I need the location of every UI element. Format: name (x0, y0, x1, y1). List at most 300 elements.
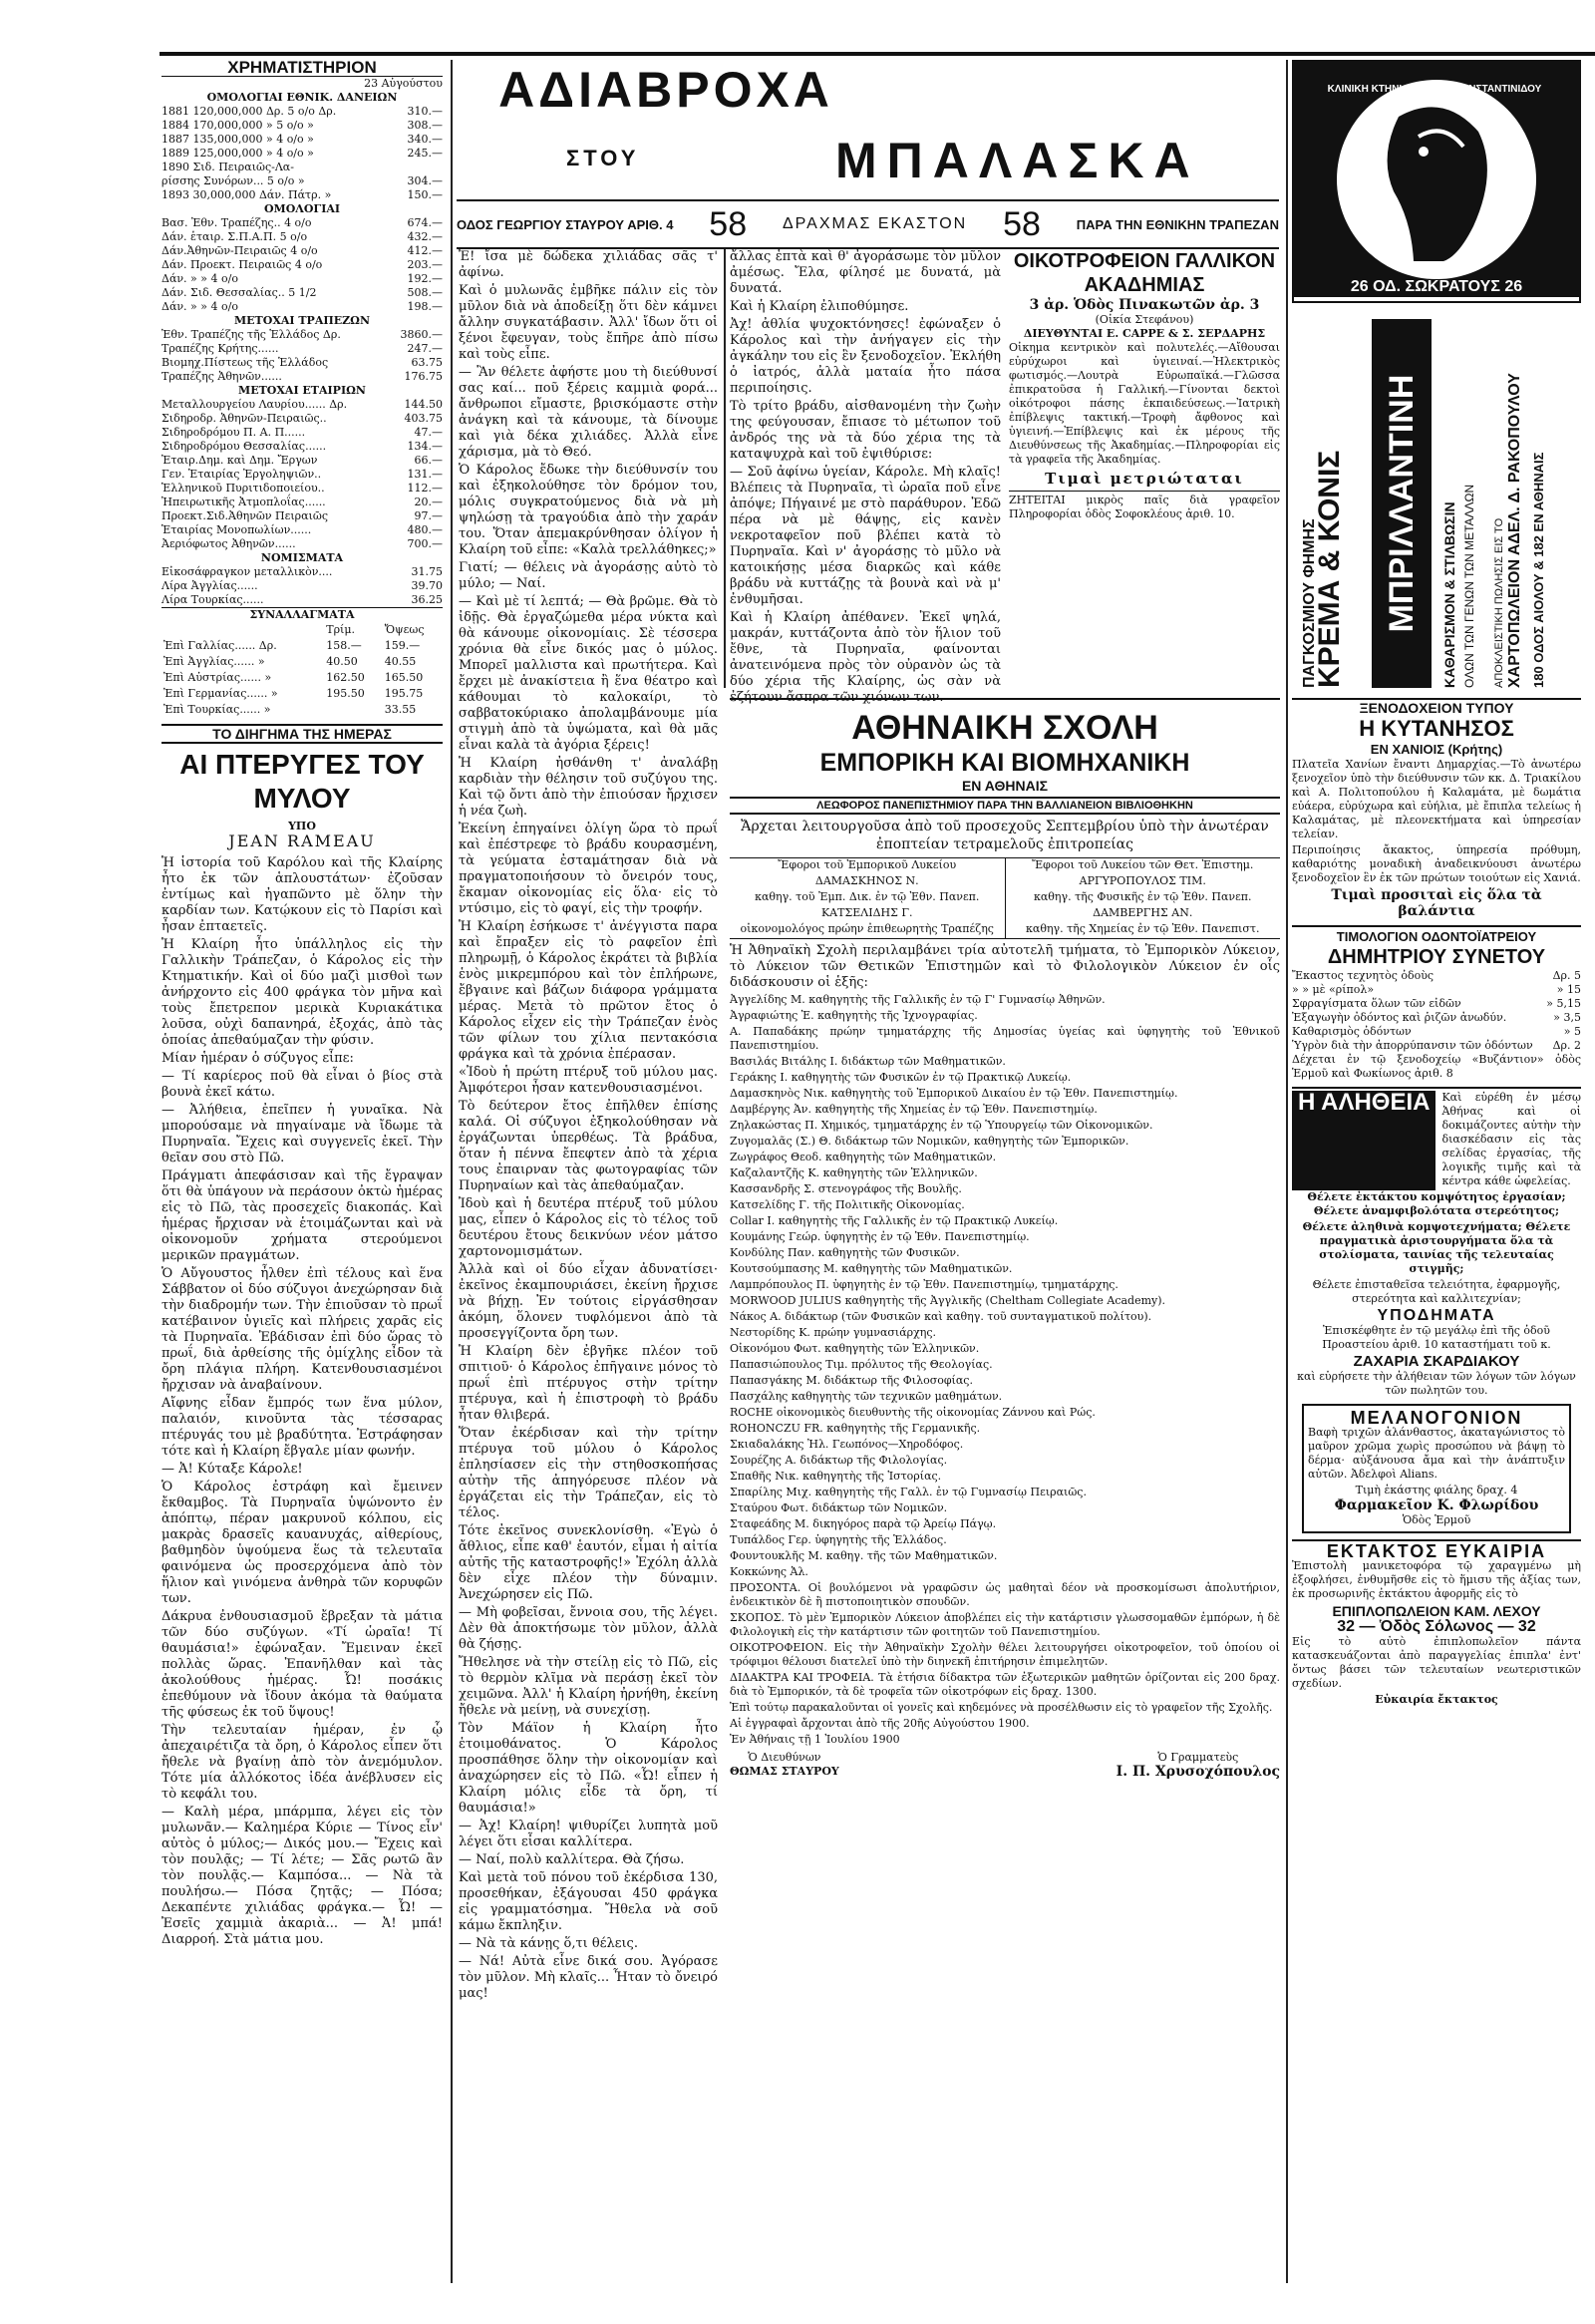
signature-left-title: Ὁ Διευθύνων (748, 1751, 821, 1764)
dentist-price: Δρ. 2 (1552, 1039, 1581, 1052)
furniture-title: ΕΚΤΑΚΤΟΣ ΕΥΚΑΙΡΙΑ (1326, 1541, 1547, 1561)
bank-row (161, 342, 443, 356)
signatures (730, 1751, 1280, 1779)
signature-right-name: I. Π. Χρυσοχόπουλος (1116, 1764, 1280, 1780)
bank-row-value: 247.— (407, 342, 443, 355)
company-row (161, 509, 443, 523)
bonds-heading: ΟΜΟΛΟΓΙΑΙ (263, 202, 341, 215)
exchange-cell: 195.50 (326, 687, 365, 700)
story-paragraph: Γιατί; — θέλεις νὰ ἀγοράσῃς αὐτὸ τὸ μύλο; — Ναί. (459, 560, 718, 591)
teacher-entry: Πασχάλης καθηγητὴς τῶν τεχνικῶν μαθημάτων. (730, 1390, 1003, 1403)
coin-row-value: 31.75 (411, 565, 443, 578)
story-paragraph: Ἡ Κλαίρη ἦτο ὑπάλληλος εἰς τὴν Γαλλικὴν Τράπεζαν, ὁ Κάρολος εἰς τὴν Κτηματικήν. Καὶ οἱ δύο μαζὶ μισθοὶ των ἀνήρχοντο εἰς 400 φράγκα τὸν μῆνα καὶ τοὺς ἔπετρεπον μερικὰ Κυριακάτικα λοῦσα, οὐχὶ δαπανηρά, ἐξοχάς, ἀπὸ τὰς ὁποίας ἀπεθαύμαζαν τὴν φύσιν. (161, 937, 443, 1048)
cream-metals: ΟΛΩΝ ΤΩΝ ΓΕΝΩΝ ΤΩΝ ΜΕΤΑΛΛΩΝ (1462, 484, 1476, 688)
exchange-header-cell (161, 622, 324, 638)
loan-row (161, 147, 443, 161)
teacher-entry: Δαμβέργης Ἀν. καθηγητὴς τῆς Χημείας ἐν τῷ Ἐθν. Πανεπιστημίῳ. (730, 1103, 1098, 1116)
bond-row (161, 272, 443, 286)
loan-row-value: 245.— (407, 147, 443, 160)
school-term: Ἐπὶ τούτῳ παρακαλοῦνται οἱ γονεῖς καὶ κηδεμόνες νὰ προσέλθωσιν εἰς τὸ γραφεῖον τῆς Σχολῆς. (730, 1701, 1273, 1714)
cream-brand: ΜΠΡΙΛΛΑΝΤΙΝΗ (1372, 319, 1432, 688)
bond-row-value: 412.— (407, 244, 443, 257)
teacher-entry: Κασσανδρῆς Σ. στενογράφος τῆς Βουλῆς. (730, 1182, 962, 1195)
exchange-row (161, 686, 443, 702)
hotel-text-2: Περιποίησις ἄκακτος, ὑπηρεσία πρόθυμη, καθαριότης μοναδικὴ ἀναδεικνύουσι ἀνωτέρω ξενοδοχεῖον ἓν ἐκ τῶν πρώτων τοιούτων εἰς Χανιά. (1292, 843, 1581, 884)
teacher-entry: Collar I. καθηγητὴς τῆς Γαλλικῆς ἐν τῷ Πρακτικῷ Λυκείῳ. (730, 1214, 1059, 1227)
hotel-ad (1292, 700, 1581, 919)
cream-sale: ΑΠΟΚΛΕΙΣΤΙΚΗ ΠΩΛΗΣΙΣ ΕΙΣ ΤΟ (1493, 517, 1505, 688)
story-paragraph: Καὶ ἡ Κλαίρη ἐλιποθύμησε. (730, 299, 909, 314)
bond-row-label: Δάν.Ἀθηνῶν-Πειραιῶς 4 ο/ο (161, 244, 318, 257)
hotel-subtitle: ΕΝ ΧΑΝΙΟΙΣ (Κρήτης) (1370, 742, 1503, 757)
truth-ad (1292, 1087, 1581, 1398)
middle-column-2 (730, 249, 1001, 705)
story-paragraph: Τότε ἐκεῖνος συνεκλονίσθη. «Ἐγὼ ὁ ἄθλιος, εἶπε καθ' ἑαυτόν, εἶμαι ἡ αἰτία αὐτῆς τῆς καταστροφῆς!» Ἐχόλη ἀλλὰ δὲν εἶχε πλέον τὴν δύναμιν. Ἀνεχώρησεν εἰς Πῶ. (459, 1523, 718, 1602)
teacher-entry: Ζηλακώστας Π. Χημικός, τμηματάρχης ἐν τῷ Ὑπουργείῳ τῶν Οἰκονομικῶν. (730, 1119, 1153, 1132)
dentist-price: » 15 (1556, 983, 1581, 996)
story-paragraph: Ὅταν ἐκέρδισαν καὶ τὴν τρίτην πτέρυγα τοῦ μύλου ὁ Κάρολος ἐπλησίασεν εἰς τὴν στηθοσκοπήσας αὐτὴν τῆς ἀπηγόρευσε πλέον νὰ ἐργάζεται εἰς τὴν Τράπεζαν, εἰς τὸ τέλος. (459, 1426, 718, 1520)
column-divider (451, 60, 453, 2283)
ephor-line: ΑΡΓΥΡΟΠΟΥΛΟΣ ΤΙΜ. (1079, 874, 1206, 887)
company-row-value: 20.— (414, 496, 443, 508)
exchange-cell: Ἐπὶ Γερμανίας...... » (163, 687, 278, 700)
dentist-price-row (1292, 983, 1581, 997)
hair-dye-address: Ὁδὸς Ἑρμοῦ (1402, 1513, 1471, 1526)
column-divider (724, 249, 726, 688)
school-title: ΑΘΗΝΑΙΚΗ ΣΧΟΛΗ (851, 709, 1158, 747)
dentist-price: » 3,5 (1553, 1011, 1581, 1024)
truth-address: Ἐπισκέφθητε ἐν τῷ μεγάλῳ ἐπὶ τῆς ὁδοῦ Προαστείου ἀριθ. 10 καταστήματι τοῦ κ. (1322, 1324, 1551, 1351)
middle-column-1 (459, 249, 718, 2283)
coin-row-label: Λίρα Ἀγγλίας...... (161, 579, 258, 592)
company-row-value: 97.— (414, 509, 443, 522)
dentist-service: Ἐξαγωγὴν ὀδόντος καὶ ῥιζῶν ἀνωδύν. (1292, 1011, 1507, 1024)
ephor-line: Ἔφοροι τοῦ Ἐμπορικοῦ Λυκείου (778, 858, 957, 871)
teacher-entry: Σκιαδαλάκης Ἠλ. Γεωπόνος—Χηροδόφος. (730, 1438, 964, 1451)
dentist-price-row (1292, 997, 1581, 1011)
dentist-price: » 5,15 (1546, 997, 1581, 1010)
coin-row (161, 593, 443, 607)
loan-row (161, 119, 443, 133)
company-row-label: Σιδηροδρ. Ἀθηνῶν-Πειραιῶς.. (161, 412, 327, 425)
story-paragraph: Μίαν ἡμέραν ὁ σύζυγος εἶπε: (161, 1051, 354, 1066)
story-kicker: ΤΟ ΔΙΗΓΗΜΑ ΤΗΣ ΗΜΕΡΑΣ (161, 724, 443, 744)
truth-name: ΖΑΧΑΡΙΑ ΣΚΑΡΔΙΑΚΟΥ (1353, 1353, 1520, 1370)
story-paragraph: Τὸ τρίτο βράδυ, αἰσθανομένη τὴν ζωὴν της φεύγουσαν, ἔπιασε τὸ μέτωπον τοῦ ἀνδρός της νὰ τὰ δύο χέρια της τὰ καταψυχρὰ καὶ τοῦ ἐψιθύρισε: (730, 399, 1001, 462)
truth-end: καὶ εὑρήσετε τὴν ἀλήθειαν τῶν λόγων τῶν λόγων τῶν πωλητῶν του. (1297, 1370, 1576, 1397)
furniture-shop: ΕΠΙΠΛΟΠΩΛΕΙΟΝ ΚΑΜ. ΛΕΧΟΥ (1332, 1603, 1541, 1619)
teacher-entry: Κουτσούμπασης Μ. καθηγητὴς τῶν Μαθηματικῶν. (730, 1262, 1013, 1275)
teacher-entry: ROCHE οἰκονομικὸς διευθυντὴς τῆς οἰκονομίας Ζάννου καὶ Ρώς. (730, 1406, 1096, 1419)
company-row (161, 440, 443, 454)
school-term: Ἐν Ἀθήναις τῇ 1 Ἰουλίου 1900 (730, 1733, 900, 1746)
teacher-entry: Σταφεάδης Μ. δικηγόρος παρὰ τῷ Ἀρείῳ Πάγῳ. (730, 1517, 997, 1530)
cream-title: ΚΡΕΜΑ & ΚΟΝΙΣ (1313, 450, 1346, 688)
story-ending (730, 249, 1001, 706)
loan-row-label: 1893 30,000,000 Δάν. Πάτρ. » (161, 188, 332, 201)
teachers-list (730, 993, 1280, 1579)
company-row-value: 480.— (407, 523, 443, 536)
cream-shop: ΧΑΡΤΟΠΩΛΕΙΟΝ ΑΔΕΛ. Δ. ΡΑΚΟΠΟΥΛΟΥ (1506, 373, 1523, 688)
story-paragraph: — Σοῦ ἀφίνω ὑγείαν, Κάρολε. Μὴ κλαῖς! Βλέπεις τὰ Πυρηναῖα, τὶ ὡραῖα ποῦ εἶνε ἀπόψε; Πήγαινέ με στὸ παράθυρον. Ἐδῶ πέρα νὰ μὲ θάψῃς, εἰς κανὲν νεκροταφεῖον ποῦ βλέπει κατὰ τὸ Πυρηναῖα. Καὶ ν' ἀγοράσῃς τὸ μῦλο νὰ κατοικήσῃς μέσα διαρκῶς καὶ κάθε βράδυ νὰ κυττάζῃς τὰ βουνὰ καὶ νὰ μ' ἐνθυμῆσαι. (730, 465, 1001, 607)
companies-list (161, 398, 443, 551)
exchange-table (161, 622, 443, 718)
school-text: Ἡ Ἀθηναϊκὴ Σχολὴ περιλαμβάνει τρία αὐτοτελῆ τμήματα, τὸ Ἐμπορικὸν Λύκειον, τὸ Λύκειον τῶν Θετικῶν Ἐπιστημῶν καὶ τὸ Φιλολογικὸν Λύκειον ἐν οἷς διδάσκουσιν οἱ ἑξῆς: (730, 943, 1280, 990)
story-paragraph: — Ἀ! Κύταξε Κάρολε! (161, 1462, 303, 1477)
bank-row-label: Βιομηχ.Πίστεως τῆς Ἑλλάδος (161, 356, 329, 369)
pension-title: ΟΙΚΟΤΡΟΦΕΙΟΝ ΓΑΛΛΙΚΟΝ (1013, 250, 1276, 272)
story-paragraph: «Ἰδοὺ ἡ πρώτη πτέρυξ τοῦ μύλου μας. Ἀμφότεροι ἦσαν κατενθουσιασμένοι. (459, 1065, 718, 1096)
dentist-price-row (1292, 1039, 1581, 1053)
furniture-end: Εὐκαιρία ἔκτακτος (1375, 1693, 1498, 1706)
loan-row-value: 150.— (407, 188, 443, 201)
company-row-label: Σιδηροδρόμου Θεσσαλίας...... (161, 440, 327, 453)
company-row (161, 523, 443, 537)
story-paragraph: — Ἂν θέλετε ἀφήστε μου τὴ διεύθυνσί σας καί... ποῦ ξέρεις καμμιὰ φορά... ἄνθρωποι εἴμαστε, βρισκόμαστε στὴν ἀνάγκη καὶ τὰ κάνουμε, τὰ δίνουμε καὶ γιὰ δέκα χιλιάδες. Ἀλλὰ εἶνε χάρισμα, μὰ τὸ Θεό. (459, 365, 718, 460)
teacher-entry: Δαμασκηνὸς Νικ. καθηγητὴς τοῦ Ἐμπορικοῦ Δικαίου ἐν τῷ Ἐθν. Πανεπιστημίῳ. (730, 1087, 1178, 1100)
bank-row-value: 63.75 (411, 356, 443, 369)
story-paragraph: Πράγματι ἀπεφάσισαν καὶ τῆς ἔγραψαν ὅτι θὰ ὑπάγουν νὰ περάσουν ὀκτὼ ἡμέρας εἰς τὸ Πῶ, τὰς προσεχεῖς διακοπάς. Καὶ ἡμέρας ἤρχισαν νὰ ἑτοιμάζωνται καὶ νὰ οἰκονομοῦν χρήματα στερούμενοι μερικῶν πραγμάτων. (161, 1168, 443, 1263)
teacher-entry: Ζυγομαλᾶς (Σ.) Θ. διδάκτωρ τῶν Νομικῶν, καθηγητὴς τῶν Ἐμπορικῶν. (730, 1135, 1129, 1148)
bond-row-label: Δάν. » » 4 ο/ο (161, 300, 238, 313)
story-paragraph: Ἤθελησε νὰ τὴν στείλῃ εἰς τὸ Πῶ, εἰς τὸ θερμὸν κλῖμα νὰ περάσῃ ἐκεῖ τὸν χειμῶνα. Ἀλλ' ἡ Κλαίρη ἠρνήθη, ἐκείνη ἤθελε νὰ μείνῃ, νὰ συνεχίσῃ. (459, 1655, 718, 1718)
teacher-entry: Κατσελίδης Γ. τῆς Πολιτικῆς Οἰκονομίας. (730, 1198, 965, 1211)
dentist-title: ΔΗΜΗΤΡΙΟΥ ΣΥΝΕΤΟΥ (1327, 946, 1546, 968)
teacher-entry: Ἀγγελίδης Μ. καθηγητὴς τῆς Γαλλικῆς ἐν τῷ Γ' Γυμνασίῳ Ἀθηνῶν. (730, 993, 1106, 1006)
loan-row-value: 304.— (407, 174, 443, 187)
hotel-title: Η ΚΥΤΑΝΗΣΟΣ (1359, 716, 1514, 741)
coin-row-label: Λίρα Τουρκίας...... (161, 593, 264, 606)
exchange-cell: 40.50 (326, 655, 358, 668)
exchange-row (161, 654, 443, 670)
company-row-value: 144.50 (404, 398, 443, 411)
teacher-entry: Α. Παπαδάκης πρώην τμηματάρχης τῆς Δημοσίας ὑγείας καὶ ὑφηγητὴς τοῦ Ἐθνικοῦ Πανεπιστημίου. (730, 1025, 1280, 1052)
logo-address: 26 ΟΔ. ΣΩΚΡΑΤΟΥΣ 26 (1350, 278, 1523, 295)
company-row-label: Μεταλλουργείου Λαυρίου...... Δρ. (161, 398, 348, 411)
ephors (730, 857, 1280, 939)
ephor-line: καθηγ. τῆς Χημείας ἐν τῷ Ἐθν. Πανεπιστ. (1026, 922, 1260, 935)
exchange-header-row (161, 622, 443, 638)
right-column (1292, 60, 1581, 2283)
dentist-price: Δρ. 5 (1552, 969, 1581, 982)
company-row-label: Ἑταιρίας Μονοπωλίων...... (161, 523, 312, 536)
exchange-cell: Ἐπὶ Ἀγγλίας...... » (163, 655, 265, 668)
coin-row (161, 579, 443, 593)
bank-row-label: Τραπέζης Ἀθηνῶν...... (161, 370, 282, 383)
company-row-value: 403.75 (404, 412, 443, 425)
dentist-prices (1292, 969, 1581, 1053)
loan-row-label: 1890 Σιδ. Πειραιῶς-Λα- (161, 161, 294, 173)
story-paragraph: — Ἀχ! Κλαίρη! ψιθυρίζει λυπητὰ μοῦ λέγει ὅτι εἶσαι καλλίτερα. (459, 1819, 718, 1849)
dentist-service: » » μὲ «ρίπολ» (1292, 983, 1375, 996)
bond-row-value: 203.— (407, 258, 443, 271)
teacher-entry: Σταύρου Φωτ. διδάκτωρ τῶν Νομικῶν. (730, 1501, 948, 1514)
market-date: 23 Αὐγούστου (364, 77, 443, 90)
teacher-entry: Παπασγάκης Μ. διδάκτωρ τῆς Φιλοσοφίας. (730, 1374, 973, 1387)
bank-row-value: 3860.— (400, 328, 443, 341)
ephor-line: ΔΑΜΒΕΡΓΗΣ ΑΝ. (1093, 906, 1193, 919)
exchange-cell: Ἐπὶ Τουρκίας...... » (163, 703, 271, 716)
story-paragraph: Δάκρυα ἐνθουσιασμοῦ ἔβρεξαν τὰ μάτια τῶν δύο συζύγων. «Τί ὡραῖα! Τί θαυμάσια!» ἐφώναξαν. Ἔμειναν ἐκεῖ πολλὰς ὥρας. Ἐπανῆλθαν καὶ τὰς ἀκολούθους ἡμέρας. Ὦ! ποσάκις ἐπεθύμουν νὰ ἴδουν ἀκόμα τὰ θαύματα τῆς φύσεως ἐκ τοῦ ὕψους! (161, 1609, 443, 1720)
story-paragraph: Καὶ ὁ μυλωνᾶς ἐμβῆκε πάλιν εἰς τὸν μῦλον διὰ νὰ ἀποδείξῃ ὅτι δὲν κάμνει ἄλλην συγκατάβασιν. Ἀλλ' ἴδων ὅτι οἱ ξένοι ἔφευγαν, τοὺς ἔπῆρε ἀπὸ πίσω καὶ τοὺς εἶπε. (459, 283, 718, 362)
bond-row-value: 508.— (407, 286, 443, 299)
story-paragraph: Καὶ μετὰ τοῦ πόνου τοῦ ἐκέρδισα 130, προσεθήκαν, ἐξάγουσαι 450 φράγκα εἰς γραμματόσημα. Ἤθελα νὰ σοῦ κάμω ἔκπληξιν. (459, 1870, 718, 1933)
exchange-header-cell: Ὄψεως (384, 623, 425, 636)
bank-row (161, 328, 443, 342)
company-row-value: 131.— (407, 468, 443, 481)
bond-row (161, 216, 443, 230)
dentist-service: Ὑγρὸν διὰ τὴν ἀπορρύπανσιν τῶν ὀδόντων (1292, 1039, 1533, 1052)
story-by: ΥΠΟ (288, 820, 316, 832)
ephor-line: ΚΑΤΣΕΛΙΔΗΣ Γ. (820, 906, 913, 919)
story-paragraph: Ἀχ! ἀθλία ψυχοκτόνησες! ἐφώναξεν ὁ Κάρολος καὶ τὴν ἀνήγαγεν εἰς τὴν ἀγκάλην του εἰς ἓν ξενοδοχεῖον. Ἐκλήθη ὁ ἰατρός, ἀλλὰ ματαία ἦτο πάσα περιποίησις. (730, 317, 1001, 396)
dentist-price-row (1292, 1025, 1581, 1039)
story-paragraph: Ἡ Κλαίρη ἐσήκωσε τ' ἀνέγγιστα παρα καὶ ἔπραξεν εἰς τὸ ραφεῖον ἐπὶ πληρωμῇ, ὁ Κάρολος ἐκράτει τὰ βιβλία ἑνὸς μικρεμπόρου καὶ τὸν ἐπλήρωνε, ἔβγαινε καὶ βάζων διάφορα γράμματα μέρας. Μετὰ τὸ πρῶτον ἔτος ὁ Κάρολος εἶχεν εἰς τὴν Τράπεζαν ἑνὸς τῶν φίλων του χίλια πεντακόσια φράγκα καὶ τὰ χρόνια ἐπέρασαν. (459, 919, 718, 1062)
cream-ad (1292, 309, 1581, 700)
story-paragraph: Τὸν Μάϊον ἡ Κλαίρη ἦτο ἑτοιμοθάνατος. Ὁ Κάρολος προσπάθησε ὅλην τὴν οἰκονομίαν καὶ ἀναχώρησεν εἰς τὸ Πῶ. «Ὦ! εἶπεν ἡ Κλαίρη μόλις εἶδε τὰ ὄρη, τί θαυμάσια!» (459, 1721, 718, 1816)
coin-row-value: 36.25 (411, 593, 443, 606)
truth-shoes: ΥΠΟΔΗΜΑΤΑ (1377, 1307, 1496, 1324)
teacher-entry: ROHONCZU FR. καθηγητὴς τῆς Γερμανικῆς. (730, 1422, 981, 1435)
pension-ad (1009, 249, 1280, 688)
school-term: ΟΙΚΟΤΡΟΦΕΙΟΝ. Εἰς τὴν Ἀθηναϊκὴν Σχολὴν θέλει λειτουργήσει οἰκοτροφεῖον, τοῦ ὁποίου οἱ τρόφιμοι θέλουσι διατελεῖ ὑπὸ τὴν διηνεκῆ ἐπιτήρησιν ἐπιμελητῶν. (730, 1641, 1280, 1668)
exchange-row (161, 670, 443, 686)
loan-row-value: 340.— (407, 133, 443, 146)
story-body (161, 855, 443, 1948)
coin-row-value: 39.70 (411, 579, 443, 592)
bond-row-value: 192.— (407, 272, 443, 285)
teacher-entry: Ζωγράφος Θεοδ. καθηγητὴς τῶν Μαθηματικῶν. (730, 1151, 997, 1163)
teacher-entry: Ἀγραφιώτης Ἐ. καθηγητὴς τῆς Ἰχνογραφίας. (730, 1009, 978, 1022)
clinic-logo (1292, 60, 1581, 303)
loan-row (161, 161, 443, 174)
price-number: 58 (709, 204, 748, 243)
story-continuation (459, 249, 718, 2002)
story-paragraph: — Μὴ φοβεῖσαι, ἔννοια σου, τῆς λέγει. Δὲν θὰ ἀποκτήσωμε τὸν μῦλον, ἀλλὰ θὰ ζήσῃς. (459, 1605, 718, 1652)
masthead-bar (457, 199, 1279, 249)
dentist-price-row (1292, 1011, 1581, 1025)
dentist-service: Καθαρισμὸς ὀδόντων (1292, 1025, 1412, 1038)
teacher-entry: Κονδύλης Παν. καθηγητὴς τῶν Φυσικῶν. (730, 1246, 960, 1259)
top-rule (160, 52, 1595, 56)
price-number-2: 58 (1003, 204, 1041, 243)
story-paragraph: Ἐκείνη ἐπηγαίνει ὁλίγη ὥρα τὸ πρωΐ καὶ ἐπέστρεφε τὸ βράδυ κουρασμένη, τὰ γεύματα ἐσταμάτησαν διὰ νὰ πραγματοποιήσουν τὸ ὄνειρόν τους, ἔκαμαν οἰκονομίας εἰς ὅλα· εἰς τὸ ντύσιμο, εἰς τὸ φαγί, εἰς τὴν τροφήν. (459, 822, 718, 916)
school-term: Αἱ ἐγγραφαὶ ἄρχονται ἀπὸ τῆς 20ῆς Αὐγούστου 1900. (730, 1717, 1030, 1730)
company-row (161, 426, 443, 440)
story-paragraph: Ἡ Κλαίρη δὲν ἐβγῆκε πλέον τοῦ σπιτιοῦ· ὁ Κάρολος ἐπῆγαινε μόνος τὸ πρωΐ ἐπὶ πτέρυγος στὴν τρίτην πτέρυγα, καὶ ἡ ἐπιστροφὴ τὸ βράδυ ἦταν θλιβερά. (459, 1344, 718, 1423)
truth-title: Η ΑΛΗΘΕΙΑ (1292, 1091, 1436, 1190)
hair-dye-text: Βαφὴ τριχῶν ἀλάνθαστος, ἀκαταγώνιστος τὸ μαῦρον χρῶμα χωρὶς προσώπου νὰ βάψῃ τὸ δέρμα· αὐξάνουσα ἄμα καὶ τὴν ἀνάπτυξιν αὐτῶν. Ἀδελφοὶ Alians. (1308, 1426, 1565, 1481)
company-row-value: 66.— (414, 454, 443, 467)
loan-row-value: 308.— (407, 119, 443, 132)
exchange-cell: 33.55 (384, 703, 417, 716)
story-paragraph: — Ἀλήθεια, ἐπεῖπεν ἡ γυναῖκα. Νὰ μπορούσαμε νὰ πηγαίναμε νὰ ἴδωμε τὰ Πυρηναῖα. Ἔχεις καὶ συγγενεῖς ἐκεῖ. Τὴν θεῖαν σου στὸ Πῶ. (161, 1103, 443, 1165)
column-divider (1286, 60, 1288, 2283)
loans-list (161, 105, 443, 202)
bond-row-value: 432.— (407, 230, 443, 243)
story-paragraph: ἄλλας ἑπτὰ καὶ θ' ἀγοράσωμε τὸν μῦλον ἀμέσως. Ἔλα, φίλησέ με δυνατά, μὰ δυνατά. (730, 249, 1001, 296)
coins-heading: ΝΟΜΙΣΜΑΤΑ (260, 551, 344, 564)
story-paragraph: — Ναί, πολὺ καλλίτερα. Θὰ ζήσω. (459, 1852, 685, 1867)
company-row (161, 468, 443, 482)
signature-right-title: Ὁ Γραμματεὺς (1157, 1751, 1239, 1764)
story-paragraph: Ὁ Αὔγουστος ἦλθεν ἐπὶ τέλους καὶ ἕνα Σάββατον οἱ δύο σύζυγοι ἀνεχώρησαν διὰ τὴν διαδρομήν των. Τὴν ἐπιοῦσαν τὸ πρωΐ κατέβαινον ὑγιεῖς καὶ πλήρεις χαρᾶς εἰς τὰ Πυρηναῖα. Ἐβάδισαν ἐπὶ δύο ὥρας τὸ πρωΐ, διὰ ἀρθείσης τῆς ὁμίχλης εἶδον τὰ ὄρη πλάγια πλήρη. Κατενθουσιασμένοι ἤρχισαν νὰ ἀναβαίνουν. (161, 1266, 443, 1393)
story-paragraph: Καὶ ἡ Κλαίρη ἀπέθανεν. Ἐκεῖ ψηλά, μακράν, κυττάζοντα ἀπὸ τὸν ἥλιον τοῦ ἔθνε, τὰ Πυρηναῖα, φαίνονται ἀνατεινόμενα πρὸς τὸν οὐρανὸν ὡς τὰ δύο χέρια τῆς Κλαίρης, ὡς σὰν νὰ ἐζήτουν ἄσπρα τῶν χιόνων των. (730, 610, 1001, 705)
company-row-value: 134.— (407, 440, 443, 453)
bonds-list (161, 216, 443, 314)
bond-row-label: Βασ. Ἐθν. Τραπέζης.. 4 ο/ο (161, 216, 312, 229)
dentist-price: » 5 (1563, 1025, 1581, 1038)
teacher-entry: Κουμάνης Γεώρ. ὑφηγητὴς ἐν τῷ Ἐθν. Πανεπιστημίῳ. (730, 1230, 1030, 1243)
teacher-entry: Παπασιώπουλος Τιμ. πρόλυτος τῆς Θεολογίας. (730, 1358, 993, 1371)
school-subtitle: ΕΜΠΟΡΙΚΗ ΚΑΙ ΒΙΟΜΗΧΑΝΙΚΗ (819, 749, 1190, 777)
bond-row-value: 674.— (407, 216, 443, 229)
company-row-label: Ἀεριόφωτος Ἀθηνῶν...... (161, 537, 296, 550)
exchange-heading: ΣΥΝΑΛΛΑΓΜΑΤΑ (161, 607, 443, 622)
bank-row-label: Τραπέζης Κρήτης...... (161, 342, 279, 355)
masthead-title: ΑΔΙΑΒΡΟΧΑ (498, 62, 833, 118)
company-row-label: Ἑλληνικοῦ Πυριτιδοποιείου.. (161, 482, 325, 495)
truth-line-2: Θέλετε ἀληθινὰ κομψοτεχνήματα; Θέλετε πραγματικὰ ἀριστουργήματα ὅλα τὰ στολίσματα, ταινίας τῆς τελευταίας στιγμῆς; (1302, 1220, 1571, 1275)
banks-heading: ΜΕΤΟΧΑΙ ΤΡΑΠΕΖΩΝ (233, 314, 370, 327)
hotel-kicker: ΞΕΝΟΔΟΧΕΙΟΝ ΤΥΠΟΥ (1359, 700, 1514, 716)
ephor-line: καθηγ. τῆς Φυσικῆς ἐν τῷ Ἐθν. Πανεπ. (1033, 890, 1252, 903)
dentist-kicker: ΤΙΜΟΛΟΓΙΟΝ ΟΔΟΝΤΟΪΑΤΡΕΙΟΥ (1336, 929, 1537, 944)
teacher-entry: Καζαλαντζῆς Κ. καθηγητὴς τῶν Ἑλληνικῶν. (730, 1166, 978, 1179)
loan-row-label: ρίσσης Συνόρων... 5 ο/ο » (161, 174, 305, 187)
masthead-name: ΜΠΑΛΑΣΚΑ (835, 133, 1200, 188)
teacher-entry: Οἰκονόμου Φωτ. καθηγητὴς τῶν Ἑλληνικῶν. (730, 1342, 980, 1355)
story-paragraph: Αἴφνης εἶδαν ἔμπρός των ἕνα μύλον, παλαιόν, κινοῦντα τὰς τέσσαρας πτέρυγάς του μὲ βραδύτητα. Ἐστράφησαν τότε καὶ ἡ Κλαίρη ἔβγαλε μίαν φωνήν. (161, 1396, 443, 1459)
price-text: ΔΡΑΧΜΑΣ ΕΚΑΣΤΟΝ (782, 215, 968, 232)
loan-row (161, 105, 443, 119)
truth-text: Καὶ εὑρέθη ἐν μέσῳ Ἀθήνας καὶ οἱ δοκιμάζοντες αὐτὴν τὴν διασκέδασιν εἰς τὰς σελίδας ἐργασίας, τῆς λογικῆς τιμῆς καὶ τὰ κέντρα κάθε ὠφελείας. (1441, 1091, 1581, 1187)
exchange-cell: 162.50 (326, 671, 365, 684)
company-row-label: Ἐταιρ.Δημ. καὶ Δημ. Ἔργων (161, 454, 318, 467)
teacher-entry: Νεστορίδης Κ. πρώην γυμνασιάρχης. (730, 1326, 936, 1339)
truth-line-3: Θέλετε ἐπισταθεῖσα τελειότητα, ἐφαρμογῆς, στερεότητα καὶ καλλιτεχνίαν; (1312, 1278, 1561, 1305)
coin-row (161, 565, 443, 579)
story-paragraph: — Καὶ μὲ τί λεπτά; — Θὰ βρῶμε. Θὰ τὸ ἰδῇς. Θὰ ἐργαζώμεθα μέρα νύκτα καὶ θὰ κάνουμε οἰκονομίαις. Σὲ τέσσερα χρόνια θὰ εἶνε δικός μας ὁ μύλος. Μπορεῖ μαλλιστα καὶ πρωτήτερα. Καὶ ἔρχει μὲ ἀνακίστεια ἢ ἕνα θέατρο καὶ κάθουμαι τὸ καλοκαίρι, τὸ σαββατοκύριακο ἀπολαμβάνουμε μία στιγμὴ ἀπὸ τὰ ὑψώματα, καὶ θὰ μᾶς εἶναι καλὰ τὰ ἀγόρια ξέρεις! (459, 594, 718, 753)
story-paragraph: Ἰδοὺ καὶ ἡ δευτέρα πτέρυξ τοῦ μύλου μας, εἶπεν ὁ Κάρολος εἰς τὸ τέλος τοῦ δευτέρου ἔτους δεικνύων νέον μάτσο χαρτονομισμάτων. (459, 1196, 718, 1259)
story-paragraph: Ἀλλὰ καὶ οἱ δύο εἶχαν ἀδυνατίσει· ἐκεῖνος ἐκαμπουριάσει, ἐκείνη ἤρχισε νὰ βήχῃ. Ἐν τούτοις εἰργάσθησαν ἀκόμη, ὅλονεν τυφλόμενοι ἀπὸ τὰ προσεγγίζοντα ὄρη των. (459, 1262, 718, 1341)
hair-dye-shop: Φαρμακεῖον Κ. Φλωρίδου (1334, 1497, 1539, 1513)
school-term: ΣΚΟΠΟΣ. Τὸ μὲν Ἐμπορικὸν Λύκειον ἀποβλέπει εἰς τὴν κατάρτισιν γλωσσομαθῶν ἐμπόρων, ἡ δὲ Φιλολογικὴ εἰς τὴν κατάρτισιν τῶν φοιτητῶν τοῦ Πανεπιστημίου. (730, 1611, 1280, 1638)
company-row-label: Ἠπειρωτικῆς Ἀτμοπλοΐας...... (161, 496, 326, 508)
pension-directors: ΔΙΕΥΘΥΝΤΑΙ Ε. CAPPE & Σ. ΣΕΡΔΑΡΗΣ (1023, 327, 1266, 340)
company-row-label: Γεν. Ἑταιρίας Ἐργοληψιῶν.. (161, 468, 322, 481)
hair-dye-title: ΜΕΛΑΝΟΓΟΝΙΟΝ (1350, 1408, 1523, 1428)
teacher-entry: Σουρέζης Α. διδάκτωρ τῆς Φιλολογίας. (730, 1454, 948, 1467)
loan-row-label: 1887 135,000,000 » 4 ο/ο » (161, 133, 314, 146)
dentist-address: Δέχεται ἐν τῷ ξενοδοχείῳ «Βυζάντιον» ὁδὸς Ἑρμοῦ καὶ Φωκίωνος ἀριθ. 8 (1292, 1053, 1581, 1080)
company-row-value: 700.— (407, 537, 443, 550)
pension-address: 3 ἀρ. Ὁδὸς Πινακωτῶν ἀρ. 3 (1029, 297, 1260, 313)
story-paragraph: Τὴν τελευταίαν ἡμέραν, ἐν ᾧ ἀπεχαιρέτιζα τὰ ὄρη, ὁ Κάρολος εἶπεν ὅτι ἤθελε νὰ βγαίνῃ ἀπὸ τὸν ἀνεμόμυλον. Τότε μία ἀλλόκοτος ἰδέα ἀνέβλυσεν εἰς τὸ κεφάλι του. (161, 1723, 443, 1802)
story-paragraph: Ἡ ἱστορία τοῦ Καρόλου καὶ τῆς Κλαίρης ἦτο ἐκ τῶν ἁπλουστάτων· ἐζοῦσαν ἐντίμως καὶ ἠγαπῶντο μὲ ὅλην τὴν καρδίαν των. Κατῴκουν εἰς τὸ Παρίσι καὶ ἦσαν ἐπταετεῖς. (161, 855, 443, 934)
story-paragraph: Ὁ Κάρολος ἐστράφη καὶ ἔμεινεν ἔκθαμβος. Τὰ Πυρηναῖα ὑψώνοντο ἐν ἀπόπτῳ, πέραν μακρυνοῦ κόλπου, εἰς μακρὰς δρασεῖς καυανυχάς, αἰθερίους, βαθμηδὸν ὑψούμενα ἕως τὰ τελευταῖα φαινόμενα ὡς προσερχόμενα ἀπὸ τὸν ἥλιον καὶ γινόμενα ἀνθηρὰ τῶν κορυφῶν των. (161, 1480, 443, 1606)
story-paragraph: — Καλὴ μέρα, μπάρμπα, λέγει εἰς τὸν μυλωνᾶν.— Καλημέρα Κύριε — Τίνος εἶν' αὐτὸς ὁ μύλος;— Δικός μου.— Ἔχεις καὶ τὸν πουλᾷς; — Τί λέτε; — Σᾶς ρωτῶ ἂν τὸν πουλᾷς.— Καμπόσα... — Νὰ τὰ πουλήσω.— Πόσα ζητᾷς; — Πόσα; Δεκαπέντε χιλιάδας φράγκα.— Ὦ! — Ἐσεῖς χαμμιὰ ἀκαριὰ... — Ἀ! μπά! Διαρροή. Στὰ μάτια μου. (161, 1805, 443, 1947)
bond-row (161, 258, 443, 272)
cream-fame: ΠΑΓΚΟΣΜΙΟΥ ΦΗΜΗΣ (1301, 518, 1318, 688)
teacher-entry: MORWOOD JULIUS καθηγητὴς τῆς Ἀγγλικῆς (Cheltham Collegiate Academy). (730, 1294, 1166, 1307)
exchange-cell: Ἐπὶ Γαλλίας...... Δρ. (163, 639, 277, 652)
bank-row-label: Ἐθν. Τραπέζης τῆς Ἑλλάδος Δρ. (161, 328, 341, 341)
exchange-cell: Ἐπὶ Αὐστρίας...... » (163, 671, 272, 684)
exchange-header-cell: Τρίμ. (326, 623, 356, 636)
bond-row (161, 300, 443, 314)
ephors-right (1006, 858, 1281, 938)
furniture-ad (1292, 1539, 1581, 1707)
loan-row (161, 188, 443, 202)
left-column (161, 60, 443, 2283)
cream-address: 180 ΟΔΟΣ ΑΙΟΛΟΥ & 182 ΕΝ ΑΘΗΝΑΙΣ (1531, 452, 1546, 688)
bank-row (161, 370, 443, 384)
bond-row (161, 244, 443, 258)
school-term: ΔΙΔΑΚΤΡΑ ΚΑΙ ΤΡΟΦΕΙΑ. Τὰ ἐτήσια δίδακτρα τῶν ἐξωτερικῶν μαθητῶν ὁρίζονται εἰς 200 δραχ. διὰ τὸ Ἐμπορικόν, τὰ δὲ τροφεῖα τῶν οἰκοτρόφων εἰς δραχ. 1300. (730, 1671, 1280, 1698)
school-ad (730, 698, 1280, 2285)
furniture-text: Ἐπιστολὴ μανικετοφόρα τῷ χαραγμένω μὴ ἐξοφλήσει, ἐνθυμῆσθε εἰς τὸ ἥμισυ τῆς ἀξίας των, ἐκ προσωρινῆς ἐκτάκτου ἀφορμῆς εἰς τὸ (1292, 1559, 1581, 1600)
pension-house: (Οἰκία Στεφάνου) (1095, 313, 1194, 326)
dentist-service: Σφραγίσματα ὅλων τῶν εἰδῶν (1292, 997, 1461, 1010)
hair-dye-ad (1302, 1404, 1571, 1533)
bond-row-label: Δάν. ἑταιρ. Σ.Π.Α.Π. 5 ο/ο (161, 230, 308, 243)
pension-wanted: ΖΗΤΕΙΤΑΙ μικρὸς παῖς διὰ γραφεῖον Πληροφορίαι ὁδὸς Σοφοκλέους ἀριθ. 10. (1009, 491, 1280, 521)
coin-row-label: Εἰκοσάφραγκον μεταλλικὸν.... (161, 565, 333, 578)
masthead-stou: ΣΤΟΥ (566, 146, 640, 170)
signature-right (1116, 1751, 1280, 1779)
ephor-line: ΔΑΜΑΣΚΗΝΟΣ Ν. (814, 874, 919, 887)
teacher-entry: Λαμπρόπουλος Π. ὑφηγητὴς ἐν τῷ Ἐθν. Πανεπιστημίῳ, τμηματάρχης. (730, 1278, 1118, 1291)
hotel-price: Τιμαὶ προσιταὶ εἰς ὅλα τὰ βαλάντια (1331, 887, 1542, 919)
pension-price: Τιμαὶ μετριώταται (1045, 470, 1244, 488)
school-terms (730, 1581, 1280, 1747)
school-address: ΛΕΩΦΟΡΟΣ ΠΑΝΕΠΙΣΤΗΜΙΟΥ ΠΑΡΑ ΤΗΝ ΒΑΛΛΙΑΝΕΙΟΝ ΒΙΒΛΙΟΘΗΚΗΝ (730, 797, 1280, 815)
story-paragraph: Τὸ δεύτερον ἔτος ἐπῆλθεν ἐπίσης καλά. Οἱ σύζυγοι ἐξηκολούθησαν νὰ ἐργάζωνται ὑπερθέως. Τὰ βράδυα, ὅταν ἡ πέννα ἔπεφτεν ἀπὸ τὰ χέρια τους ἐπαιρναν τὰς φωτογραφίας τῶν Πυρηναίων καὶ τὰς ἀπεθαύμαζαν. (459, 1099, 718, 1193)
story-title: ΑΙ ΠΤΕΡΥΓΕΣ ΤΟΥ ΜΥΛΟΥ (179, 749, 425, 814)
company-row-value: 112.— (407, 482, 443, 495)
dentist-service: Ἔκαστος τεχνητὸς ὀδοὺς (1292, 969, 1435, 982)
loan-row (161, 174, 443, 188)
exchange-cell: 159.— (384, 639, 421, 652)
teacher-entry: Σπαρίλης Μιχ. καθηγητὴς τῆς Γαλλ. ἐν τῷ Γυμνασίῳ Πειραιῶς. (730, 1486, 1087, 1498)
ephor-line: Ἔφοροι τοῦ Λυκείου τῶν Θετ. Ἐπιστημ. (1032, 858, 1254, 871)
teacher-entry: Κοκκώνης Ἀλ. (730, 1565, 808, 1578)
teacher-entry: Σπαθῆς Νικ. καθηγητὴς τῆς Ἱστορίας. (730, 1470, 942, 1483)
ephor-line: καθηγ. τοῦ Ἐμπ. Δικ. ἐν τῷ Ἐθν. Πανεπ. (755, 890, 980, 903)
market-heading: ΧΡΗΜΑΤΙΣΤΗΡΙΟΝ (161, 60, 443, 77)
company-row-label: Σιδηροδρόμου Π. Α. Π...... (161, 426, 306, 439)
story-paragraph: — Νά! Αὐτὰ εἶνε δικά σου. Ἀγόρασε τὸν μῦλον. Μὴ κλαῖς... Ἦταν τὸ ὄνειρό μας! (459, 1954, 718, 2001)
truth-line-1: Θέλετε ἐκτάκτου κομψότητος ἐργασίαν; Θέλετε ἀναμφιβολότατα στερεότητος; (1307, 1190, 1566, 1217)
teacher-entry: Νάκος Α. διδάκτωρ (τῶν Φυσικῶν καὶ καθηγ. τοῦ συνταγματικοῦ πολίτου). (730, 1310, 1152, 1323)
coins-list (161, 565, 443, 607)
company-row-label: Προεκτ.Σιδ.Ἀθηνῶν Πειραιῶς (161, 509, 328, 522)
pension-text: Οἰκημα κεντρικὸν καὶ πολυτελές.—Αἴθουσαι εὐρύχωροι καὶ ὑγιειναί.—Ἠλεκτρικὸς φωτισμός.—Λουτρὰ Εὐρωπαϊκά.—Γλῶσσα ἐπικρατοῦσα ἡ Γαλλική.—Γίνονται δεκτοὶ οἰκότροφοι πάσης ἐκπαιδεύσεως.—Ἰατρικὴ ἐπίβλεψις τακτική.—Τροφὴ ἄφθονος καὶ ὑγιεινή.—Ἐπίβλεψις καὶ ἐκ μέρους τῆς Διευθύνσεως τῆς Ἀκαδημίας.—Πληροφορίαι εἰς τὰ γραφεῖα τῆς Ἀκαδημίας. (1009, 341, 1280, 466)
company-row (161, 412, 443, 426)
banks-list (161, 328, 443, 384)
story-author: JEAN RAMEAU (228, 831, 376, 850)
ephor-line: οἰκονομολόγος πρώην ἐπιθεωρητὴς Τραπέζης (740, 922, 994, 935)
school-city: ΕΝ ΑΘΗΝΑΙΣ (961, 778, 1049, 794)
exchange-cell (324, 702, 383, 718)
loan-row-value: 310.— (407, 105, 443, 118)
story-paragraph: Ἡ Κλαίρη ἠσθάνθη τ' ἀναλάβῃ καρδιὰν τὴν θέλησιν τοῦ συζύγου της. Καὶ τῷ ὄντι ἀπὸ τὴν ἐπιούσαν ἤρχισεν ἡ νέα ζωὴ. (459, 756, 718, 819)
furniture-address: 32 — Ὁδὸς Σόλωνος — 32 (1337, 1618, 1536, 1635)
teacher-entry: Φουντουκλῆς Μ. καθηγ. τῆς τῶν Μαθηματικῶν. (730, 1549, 998, 1562)
pension-subtitle: ΑΚΑΔΗΜΙΑΣ (1084, 274, 1205, 296)
company-row (161, 482, 443, 496)
